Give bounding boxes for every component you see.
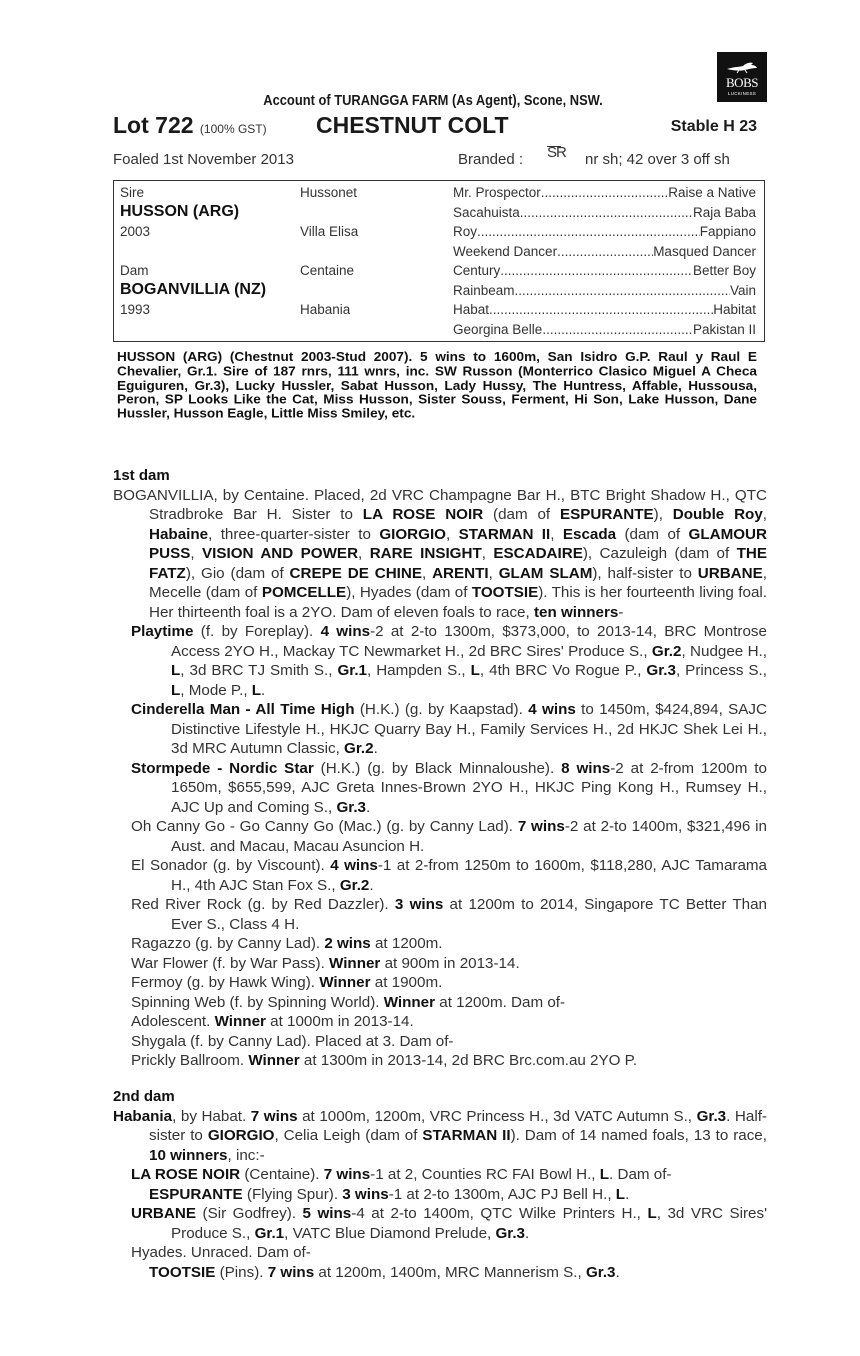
dam-dam: Habania — [300, 302, 351, 317]
progeny-entry: Adolescent. Winner at 1000m in 2013-14. — [131, 1013, 414, 1030]
progeny-entry: Red River Rock (g. by Red Dazzler). 3 wins at 1200m to 2014, Singapore TC Better Than Ever S., Class 4 H. — [131, 896, 767, 933]
bobs-logo — [717, 52, 767, 102]
grandparent-row: Habat ..... Habitat — [453, 302, 756, 317]
first-dam-section — [113, 466, 767, 1071]
stable-location: Stable H 23 — [670, 118, 757, 135]
grandparent-row: Mr. Prospector ..... Raise a Native — [453, 185, 756, 200]
progeny-entry: El Sonador (g. by Viscount). 4 wins-1 at 2-from 1250m to 1600m, $118,280, AJC Tamarama H., 4th AJC Stan Fox S., Gr.2. — [131, 857, 767, 894]
lot-line — [113, 112, 767, 142]
progeny-entry: Stormpede - Nordic Star (H.K.) (g. by Black Minnaloushe). 8 wins-2 at 2-from 1200m to 1650m, $655,599, AJC Greta Innes-Brown 2YO H., HKJC Ping Kong H., Rumsey H., AJC Up and Coming S., Gr.3. — [131, 759, 767, 816]
progeny-entry: Ragazzo (g. by Canny Lad). 2 wins at 1200m. — [131, 935, 443, 952]
horse-rider-icon — [725, 60, 759, 74]
grandparent-row: Georgina Belle ..... Pakistan II — [453, 322, 756, 337]
progeny-entry: Fermoy (g. by Hawk Wing). Winner at 1900m. — [131, 974, 443, 991]
progeny-entry: LA ROSE NOIR (Centaine). 7 wins-1 at 2, Counties RC FAI Bowl H., L. Dam of- — [131, 1166, 672, 1183]
grandparent-row: Roy ..... Fappiano — [453, 224, 756, 239]
sire-summary: HUSSON (ARG) (Chestnut 2003-Stud 2007). 5 wins to 1600m, San Isidro G.P. Raul y Raul E Chevalier, Gr.1. Sire of 187 rnrs, 111 wnrs, inc. SW Russon (Monterrico Clasico Miguel A Checa Eguiguren, Gr.3), Lucky Hussler, Sabat Husson, Lady Hussy, The Huntress, Affable, Hussousa, Peron, SP Looks Like the Cat, Miss Husson, Sister Souss, Ferment, Hi Son, Lake Husson, Dane Hussler, Husson Eagle, Little Miss Smiley, etc. — [117, 349, 757, 421]
dam-year: 1993 — [120, 302, 151, 317]
foaled-date: Foaled 1st November 2013 — [113, 151, 294, 168]
lot-label: Lot 722 — [113, 112, 194, 138]
vendor-account: Account of TURANGGA FARM (As Agent), Scone, NSW. — [263, 92, 603, 109]
grandparent-row: Sacahuista ..... Raja Baba — [453, 205, 756, 220]
progeny-entry: Shygala (f. by Canny Lad). Placed at 3. Dam of- — [131, 1032, 454, 1050]
sire-dam: Villa Elisa — [300, 224, 359, 239]
first-dam-progeny — [113, 622, 767, 1071]
first-dam-intro: BOGANVILLIA, by Centaine. Placed, 2d VRC Champagne Bar H., BTC Bright Shadow H., QTC Stradbroke Bar H. Sister to LA ROSE NOIR (dam of ESPURANTE), Double Roy, Habaine, three-quarter-sister to GIORGIO, STARMAN II, Escada (dam of GLAMOUR PUSS, VISION AND POWER, RARE INSIGHT, ESCADAIRE), Cazuleigh (dam of THE FATZ), Gio (dam of CREPE DE CHINE, ARENTI, GLAM SLAM), half-sister to URBANE, Mecelle (dam of POMCELLE), Hyades (dam of TOOTSIE). This is her fourteenth living foal. Her thirteenth foal is a 2YO. Dam of eleven foals to race, ten winners- — [113, 486, 767, 621]
brand-description: nr sh; 42 over 3 off sh — [585, 151, 730, 168]
dam-name: BOGANVILLIA (NZ) — [120, 281, 267, 298]
logo-name: BOBS — [726, 75, 758, 90]
dam-label: Dam — [120, 263, 149, 278]
progeny-entry: War Flower (f. by War Pass). Winner at 900m in 2013-14. — [131, 954, 520, 972]
sire-sire: Hussonet — [300, 185, 358, 200]
foaled-line — [113, 144, 767, 170]
pedigree-table — [113, 180, 765, 342]
lot-number — [113, 112, 267, 139]
grandparent-row: Weekend Dancer ..... Masqued Dancer — [453, 244, 756, 259]
brand-mark: SR — [547, 144, 566, 161]
logo-subtitle: LUCKINESS — [727, 91, 757, 96]
grandparent-row: Century ..... Better Boy — [453, 263, 756, 278]
dam-sire: Centaine — [300, 263, 355, 278]
branded-label: Branded : — [458, 151, 524, 168]
progeny-entry: Oh Canny Go - Go Canny Go (Mac.) (g. by Canny Lad). 7 wins-2 at 2-to 1400m, $321,496 in Aust. and Macau, Macau Asuncion H. — [131, 818, 767, 855]
progeny-entry: URBANE (Sir Godfrey). 5 wins-4 at 2-to 1400m, QTC Wilke Printers H., L, 3d VRC Sires' Produce S., Gr.1, VATC Blue Diamond Prelude, Gr.3. — [131, 1205, 767, 1242]
progeny-entry: Prickly Ballroom. Winner at 1300m in 2013-14, 2d BRC Brc.com.au 2YO P. — [131, 1052, 638, 1069]
second-dam-section — [113, 1087, 767, 1282]
sire-name: HUSSON (ARG) — [120, 203, 240, 220]
gst-note: (100% GST) — [199, 122, 267, 136]
progeny-entry: ESPURANTE (Flying Spur). 3 wins-1 at 2-to 1300m, AJC PJ Bell H., L. — [149, 1185, 630, 1203]
second-dam-progeny — [113, 1165, 767, 1282]
progeny-entry: Cinderella Man - All Time High (H.K.) (g. by Kaapstad). 4 wins to 1450m, $424,894, SAJC Distinctive Lifestyle H., HKJC Quarry Bay H., Family Services H., 2d HKJC Shek Lei H., 3d MRC Autumn Classic, Gr.2. — [131, 701, 767, 757]
second-dam-heading: 2nd dam — [113, 1088, 175, 1105]
progeny-entry: TOOTSIE (Pins). 7 wins at 1200m, 1400m, MRC Mannerism S., Gr.3. — [149, 1263, 620, 1281]
sire-year: 2003 — [120, 224, 151, 239]
first-dam-heading: 1st dam — [113, 467, 170, 484]
progeny-entry: Spinning Web (f. by Spinning World). Winner at 1200m. Dam of- — [131, 993, 566, 1011]
progeny-entry: Playtime (f. by Foreplay). 4 wins-2 at 2-to 1300m, $373,000, to 2013-14, BRC Montrose Access 2YO H., Mackay TC Newmarket H., 2d BRC Sires' Produce S., Gr.2, Nudgee H., L, 3d BRC TJ Smith S., Gr.1, Hampden S., L, 4th BRC Vo Rogue P., Gr.3, Princess S., L, Mode P., L. — [131, 623, 767, 699]
progeny-entry: Hyades. Unraced. Dam of- — [131, 1244, 311, 1261]
grandparent-row: Rainbeam ..... Vain — [453, 283, 756, 298]
second-dam-intro: Habania, by Habat. 7 wins at 1000m, 1200m, VRC Princess H., 3d VATC Autumn S., Gr.3. Half-sister to GIORGIO, Celia Leigh (dam of STARMAN II). Dam of 14 named foals, 13 to race, 10 winners, inc:- — [113, 1107, 767, 1164]
sire-label: Sire — [120, 185, 145, 200]
colour-sex: CHESTNUT COLT — [316, 112, 509, 138]
